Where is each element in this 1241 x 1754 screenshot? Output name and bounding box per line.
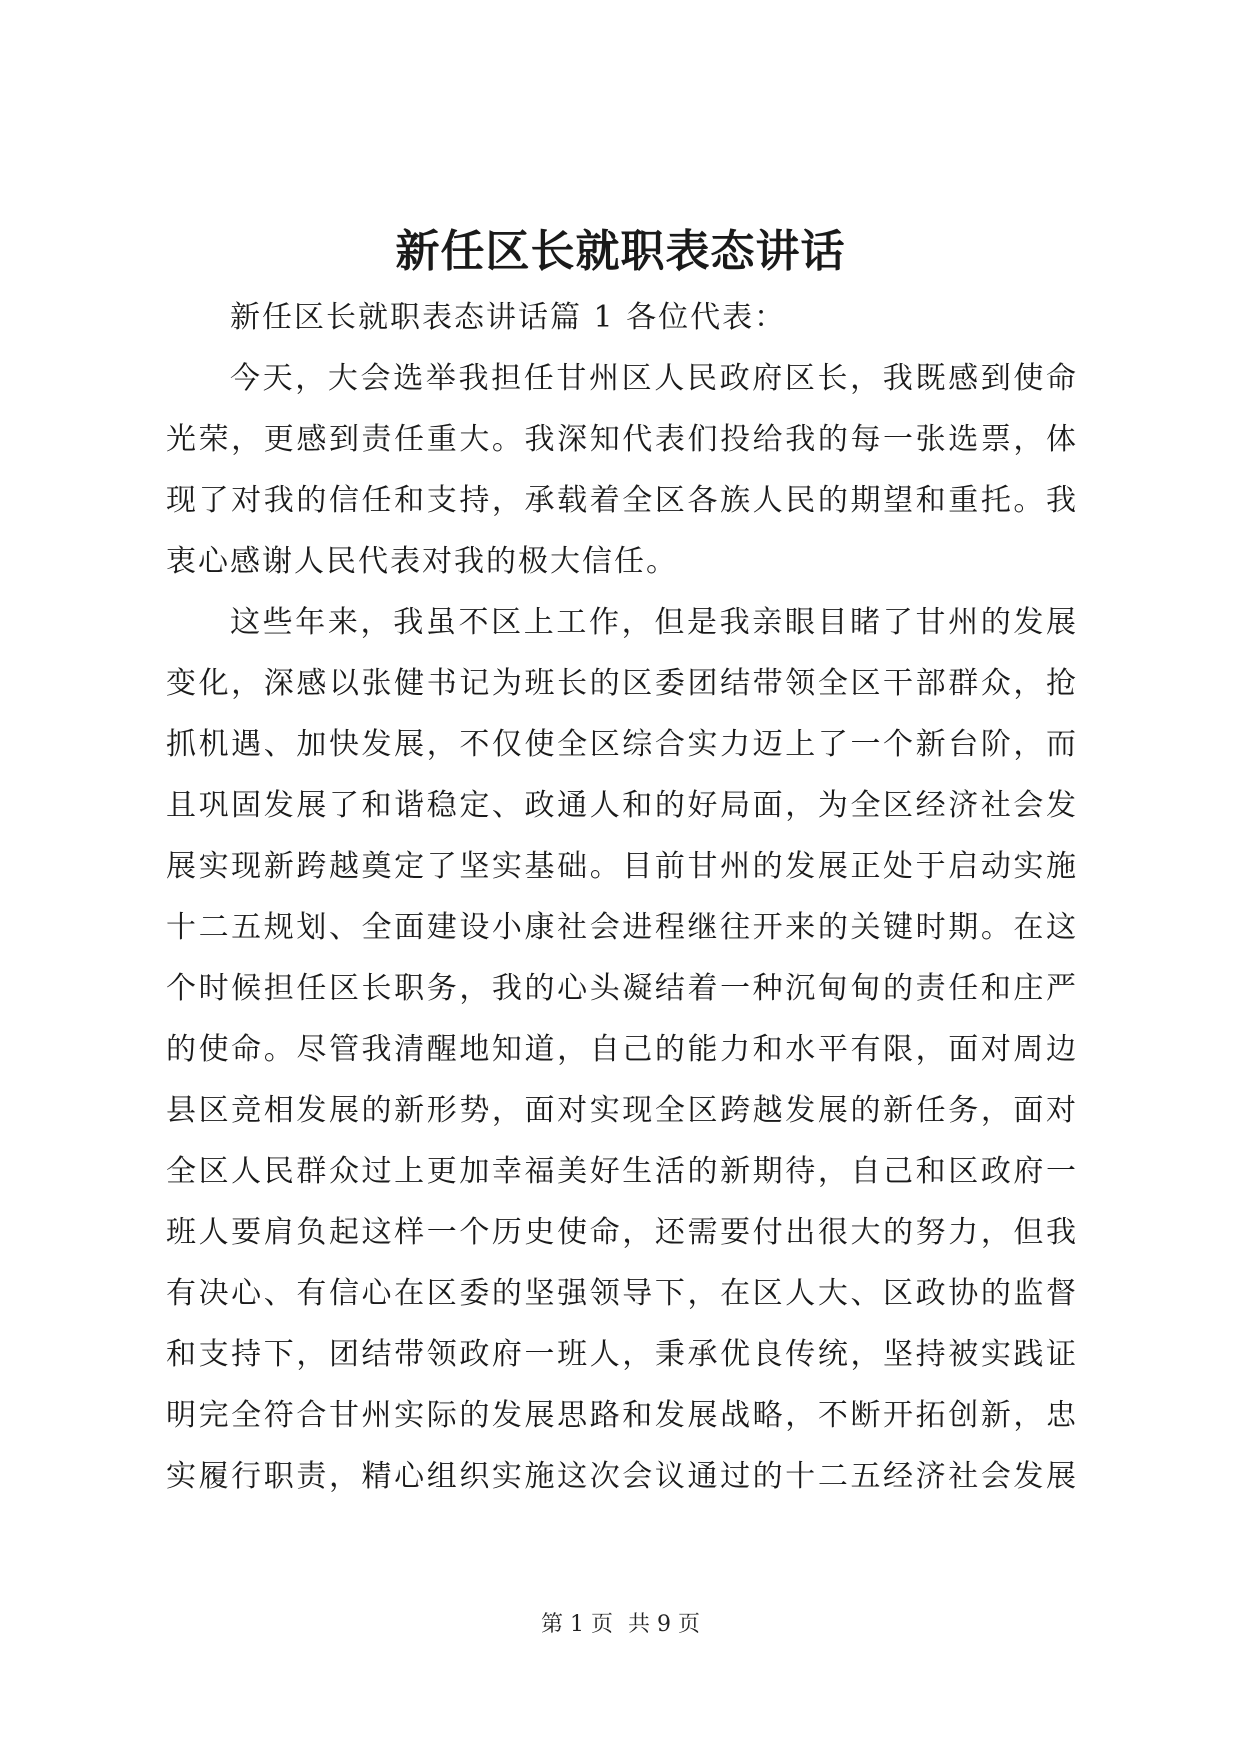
text-line: 和支持下，团结带领政府一班人，秉承优良传统，坚持被实践证 — [166, 1337, 1078, 1372]
page-number: 第 1 页 — [541, 1612, 613, 1637]
text-line: 十二五规划、全面建设小康社会进程继往开来的关键时期。在这 — [166, 910, 1078, 945]
text-line: 衷心感谢人民代表对我的极大信任。 — [166, 544, 678, 579]
page-footer — [0, 1610, 1241, 1640]
text-line: 变化，深感以张健书记为班长的区委团结带领全区干部群众，抢 — [166, 666, 1078, 701]
text-line: 有决心、有信心在区委的坚强领导下，在区人大、区政协的监督 — [166, 1276, 1078, 1311]
document-body — [166, 287, 1078, 1507]
text-line: 的使命。尽管我清醒地知道，自己的能力和水平有限，面对周边 — [166, 1032, 1078, 1067]
document-title: 新任区长就职表态讲话 — [395, 226, 846, 277]
page-total: 共 9 页 — [628, 1612, 700, 1637]
text-line: 个时候担任区长职务，我的心头凝结着一种沉甸甸的责任和庄严 — [166, 971, 1078, 1006]
text-line: 且巩固发展了和谐稳定、政通人和的好局面，为全区经济社会发 — [166, 788, 1078, 823]
text-line: 这些年来，我虽不区上工作，但是我亲眼目睹了甘州的发展 — [230, 605, 1078, 640]
text-line: 明完全符合甘州实际的发展思路和发展战略，不断开拓创新，忠 — [166, 1398, 1078, 1433]
text-line: 新任区长就职表态讲话篇 1 各位代表： — [230, 300, 787, 335]
text-line: 光荣，更感到责任重大。我深知代表们投给我的每一张选票，体 — [166, 422, 1078, 457]
text-line: 班人要肩负起这样一个历史使命，还需要付出很大的努力，但我 — [166, 1215, 1078, 1250]
text-line: 全区人民群众过上更加幸福美好生活的新期待，自己和区政府一 — [166, 1154, 1078, 1189]
text-line: 今天，大会选举我担任甘州区人民政府区长，我既感到使命 — [230, 361, 1078, 396]
text-line: 现了对我的信任和支持，承载着全区各族人民的期望和重托。我 — [166, 483, 1078, 518]
text-line: 县区竞相发展的新形势，面对实现全区跨越发展的新任务，面对 — [166, 1093, 1078, 1128]
text-line: 实履行职责，精心组织实施这次会议通过的十二五经济社会发展 — [166, 1459, 1078, 1494]
text-line: 抓机遇、加快发展，不仅使全区综合实力迈上了一个新台阶，而 — [166, 727, 1078, 762]
text-line: 展实现新跨越奠定了坚实基础。目前甘州的发展正处于启动实施 — [166, 849, 1078, 884]
